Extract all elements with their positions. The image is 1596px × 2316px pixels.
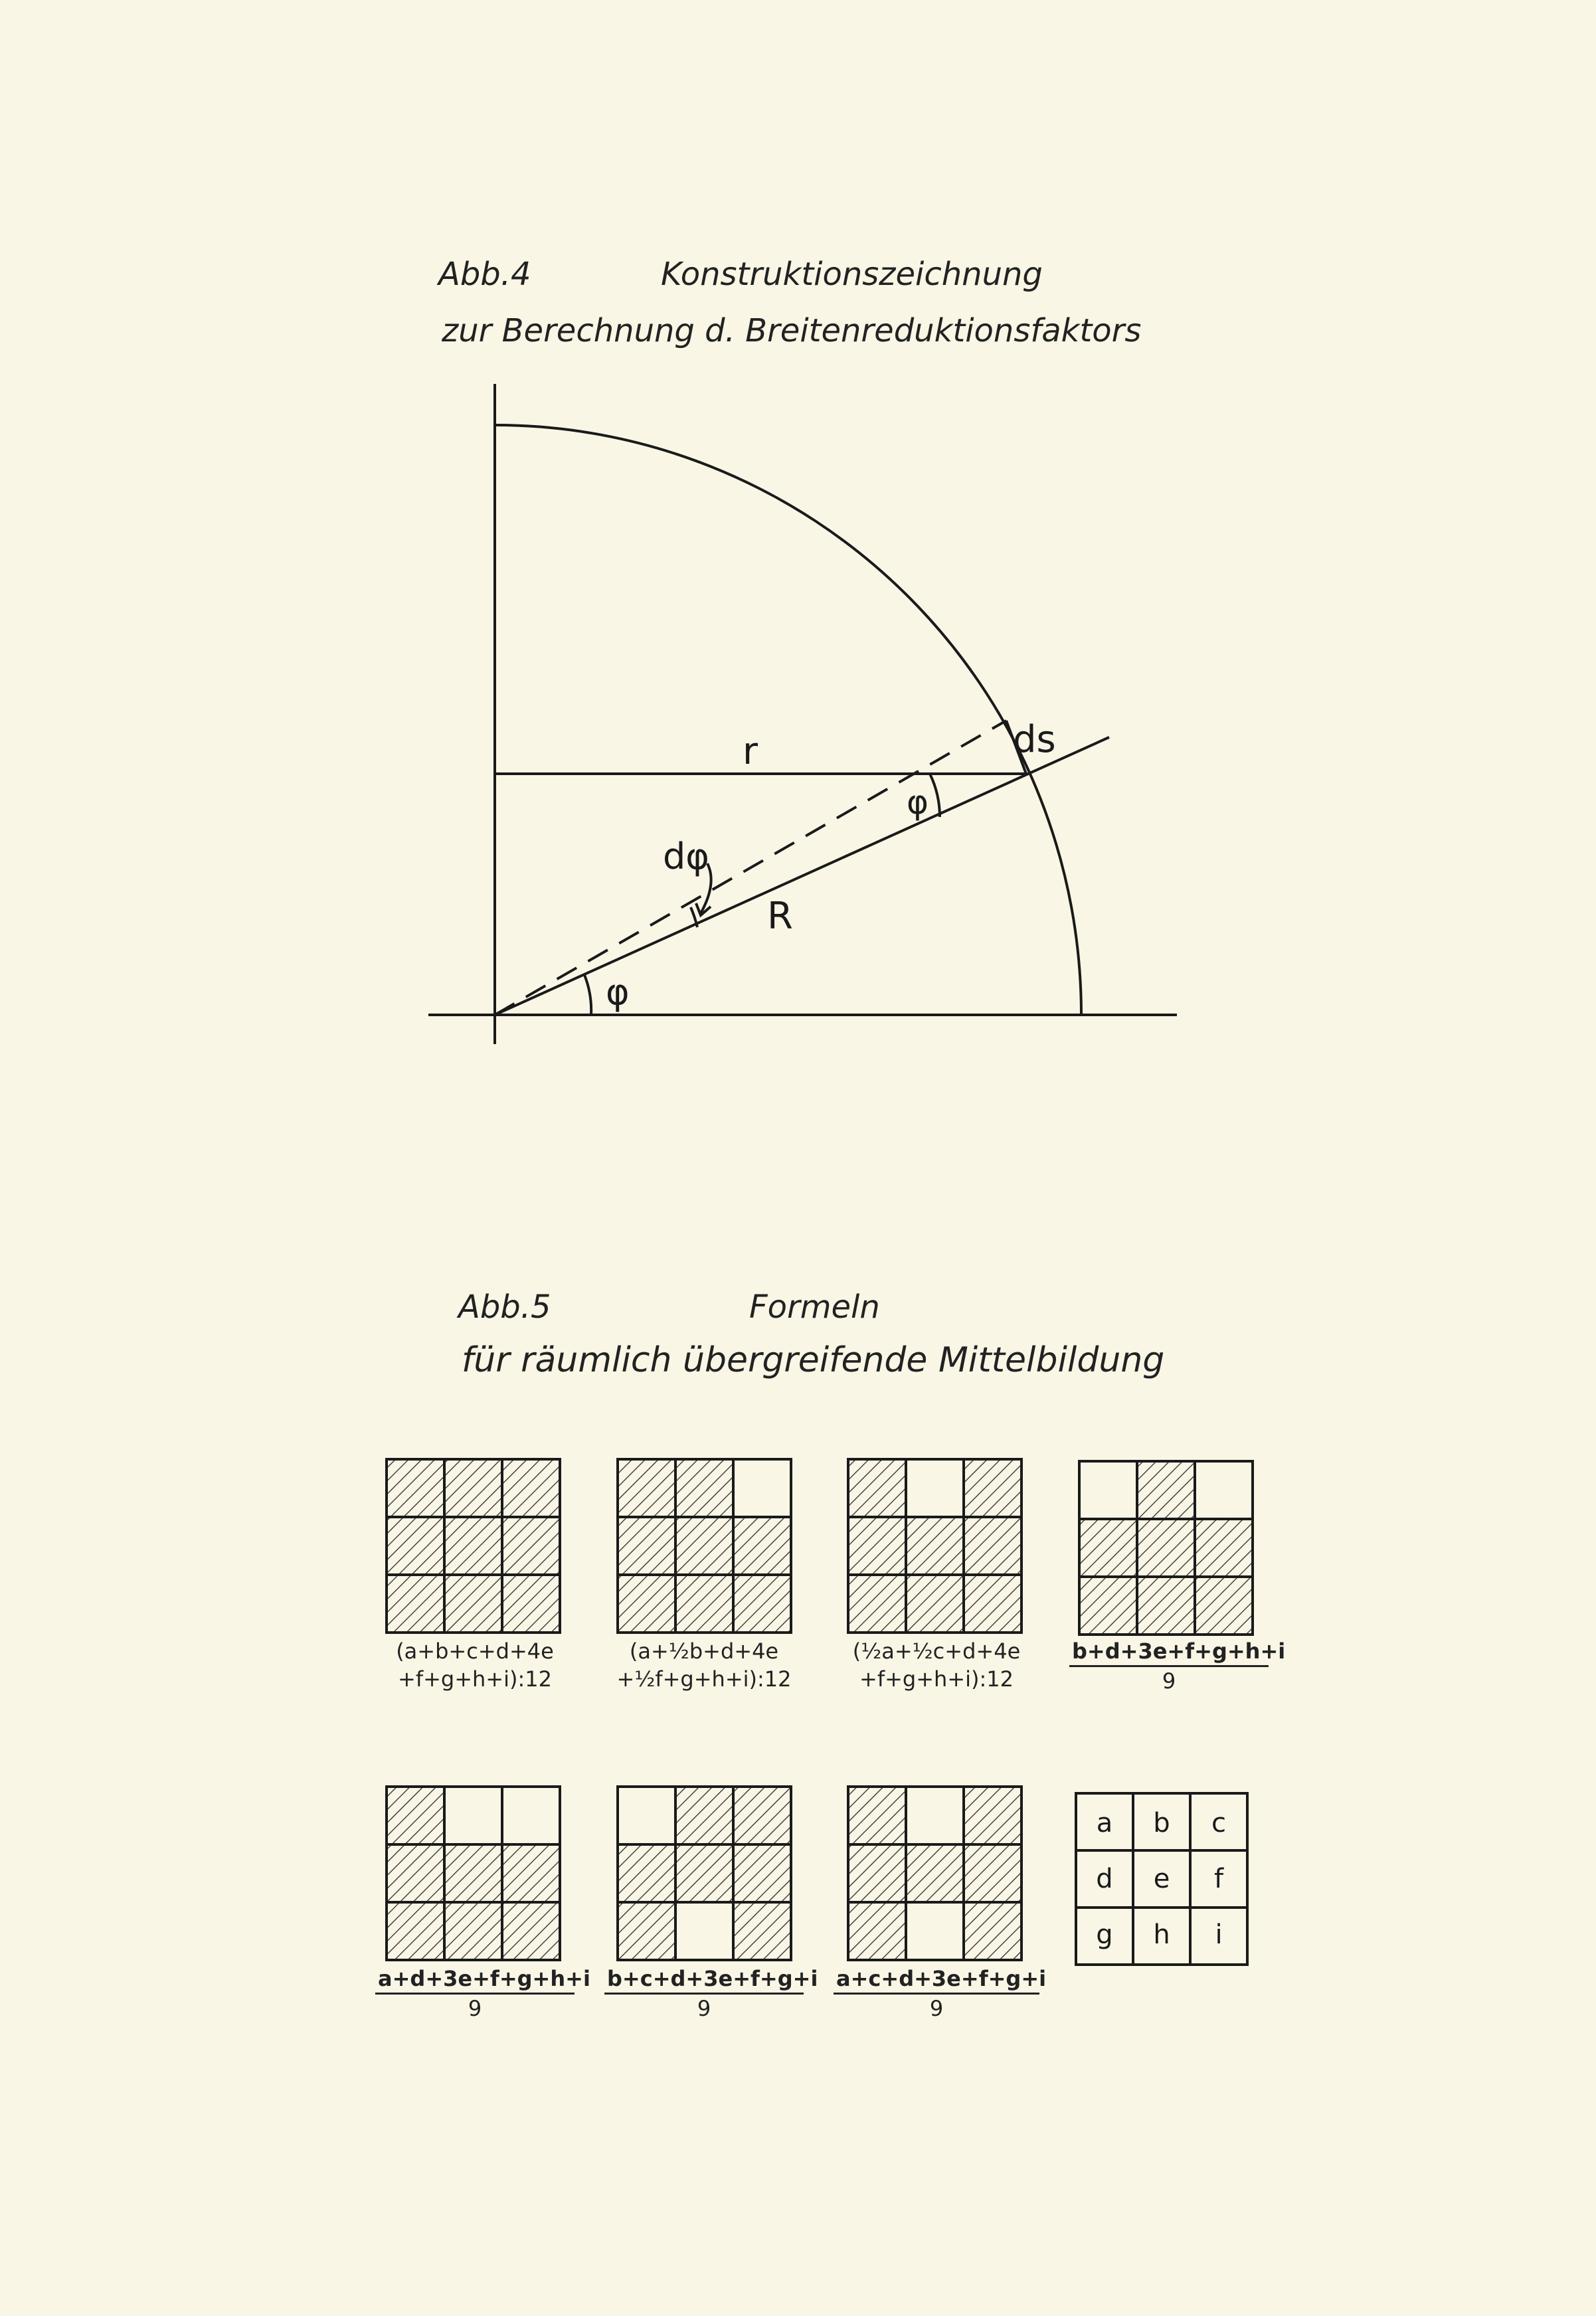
- grid-7-cell-d: [848, 1844, 906, 1902]
- legend-grid: [1076, 1793, 1247, 1965]
- grid-6-cell-i: [733, 1902, 791, 1960]
- grid-5-cell-i: [502, 1902, 560, 1960]
- grid-5-cell-h: [444, 1902, 502, 1960]
- grid-7-cell-b: [906, 1787, 964, 1844]
- formula-3: (½a+½c+d+4e +f+g+h+i):12: [852, 1639, 1021, 1692]
- grid-3-cell-h: [906, 1575, 964, 1633]
- label-phi-base: φ: [606, 971, 630, 1013]
- grid-6-cell-e: [675, 1844, 733, 1902]
- grid-2-cell-f: [733, 1517, 791, 1575]
- grid-6-cell-a: [618, 1787, 675, 1844]
- grid-2: [618, 1459, 791, 1633]
- formula-2: (a+½b+d+4e +½f+g+h+i):12: [616, 1639, 792, 1692]
- fig5-caption-label: Abb.5: [458, 1289, 551, 1326]
- label-ds: ds: [1013, 718, 1056, 761]
- legend-cell-b: b: [1153, 1808, 1170, 1838]
- legend-cell-f: f: [1213, 1864, 1224, 1894]
- grid-3-cell-c: [964, 1459, 1021, 1517]
- grid-1-cell-g: [387, 1575, 444, 1633]
- grid-1-cell-f: [502, 1517, 560, 1575]
- formula-1: (a+b+c+d+4e +f+g+h+i):12: [396, 1639, 554, 1692]
- grid-4-cell-e: [1137, 1519, 1195, 1577]
- grid-4-cell-h: [1137, 1577, 1195, 1635]
- formula-7: $\frac{a+c+d+3e+f+g+i}{9}$: [834, 1965, 1039, 2022]
- grid-7-cell-c: [964, 1787, 1021, 1844]
- label-phi-top: φ: [907, 783, 929, 822]
- grid-7-cell-a: [848, 1787, 906, 1844]
- formula-6: $\frac{b+c+d+3e+f+g+i}{9}$: [604, 1965, 804, 2022]
- grid-2-cell-h: [675, 1575, 733, 1633]
- grid-4-cell-f: [1195, 1519, 1253, 1577]
- grid-1: [387, 1459, 560, 1633]
- grid-1-cell-i: [502, 1575, 560, 1633]
- grid-7-cell-f: [964, 1844, 1021, 1902]
- grid-5-cell-f: [502, 1844, 560, 1902]
- grid-4-cell-a: [1079, 1461, 1137, 1519]
- grid-7-cell-g: [848, 1902, 906, 1960]
- legend-cell-c: c: [1211, 1808, 1226, 1838]
- grid-1-cell-e: [444, 1517, 502, 1575]
- grid-7-cell-e: [906, 1844, 964, 1902]
- grid-2-cell-a: [618, 1459, 675, 1517]
- grid-6-cell-g: [618, 1902, 675, 1960]
- grid-3-cell-e: [906, 1517, 964, 1575]
- grid-2-cell-c: [733, 1459, 791, 1517]
- grid-5: [387, 1787, 560, 1960]
- grid-7-cell-i: [964, 1902, 1021, 1960]
- grid-4-cell-b: [1137, 1461, 1195, 1519]
- grid-3-cell-b: [906, 1459, 964, 1517]
- formula-5: $\frac{a+d+3e+f+g+h+i}{9}$: [375, 1965, 575, 2022]
- grid-5-cell-a: [387, 1787, 444, 1844]
- grid-6: [618, 1787, 791, 1960]
- legend-cell-e: e: [1153, 1864, 1170, 1894]
- fig5-caption-title: Formeln: [749, 1289, 880, 1326]
- grid-3: [848, 1459, 1021, 1633]
- grid-2-cell-e: [675, 1517, 733, 1575]
- grid-6-cell-d: [618, 1844, 675, 1902]
- grid-6-cell-f: [733, 1844, 791, 1902]
- grid-3-cell-a: [848, 1459, 906, 1517]
- legend-cell-d: d: [1096, 1864, 1113, 1894]
- grid-5-cell-c: [502, 1787, 560, 1844]
- fig4-caption-subtitle: zur Berechnung d. Breitenreduktionsfaktors: [442, 312, 1142, 349]
- label-R: R: [767, 895, 793, 938]
- grid-4-cell-d: [1079, 1519, 1137, 1577]
- grid-6-cell-c: [733, 1787, 791, 1844]
- grid-4-cell-c: [1195, 1461, 1253, 1519]
- grid-3-cell-d: [848, 1517, 906, 1575]
- legend-cell-g: g: [1096, 1919, 1113, 1950]
- grid-2-cell-d: [618, 1517, 675, 1575]
- legend-cell-i: i: [1215, 1919, 1223, 1950]
- grid-3-cell-f: [964, 1517, 1021, 1575]
- grid-6-cell-b: [675, 1787, 733, 1844]
- grid-6-cell-h: [675, 1902, 733, 1960]
- grid-2-cell-g: [618, 1575, 675, 1633]
- grid-7-cell-h: [906, 1902, 964, 1960]
- label-r: r: [743, 730, 758, 773]
- grid-1-cell-a: [387, 1459, 444, 1517]
- grid-5-cell-d: [387, 1844, 444, 1902]
- grid-2-cell-b: [675, 1459, 733, 1517]
- grid-3-cell-i: [964, 1575, 1021, 1633]
- fig5-caption-subtitle: für räumlich übergreifende Mittelbildung: [462, 1340, 1165, 1380]
- grid-1-cell-c: [502, 1459, 560, 1517]
- grid-5-cell-g: [387, 1902, 444, 1960]
- fig4-caption-label: Abb.4: [438, 256, 531, 293]
- grid-4-cell-i: [1195, 1577, 1253, 1635]
- grid-3-cell-g: [848, 1575, 906, 1633]
- legend-cell-a: a: [1096, 1808, 1113, 1838]
- grid-4: [1079, 1461, 1253, 1635]
- grid-1-cell-b: [444, 1459, 502, 1517]
- grid-5-cell-b: [444, 1787, 502, 1844]
- formula-4: $\frac{b+d+3e+f+g+h+i}{9}$: [1069, 1637, 1269, 1695]
- label-dphi: dφ: [663, 836, 709, 877]
- grid-1-cell-h: [444, 1575, 502, 1633]
- grid-7: [848, 1787, 1021, 1960]
- grid-4-cell-g: [1079, 1577, 1137, 1635]
- legend-cell-h: h: [1153, 1919, 1170, 1950]
- grid-5-cell-e: [444, 1844, 502, 1902]
- grid-2-cell-i: [733, 1575, 791, 1633]
- fig4-caption-title: Konstruktionszeichnung: [661, 256, 1043, 293]
- grid-1-cell-d: [387, 1517, 444, 1575]
